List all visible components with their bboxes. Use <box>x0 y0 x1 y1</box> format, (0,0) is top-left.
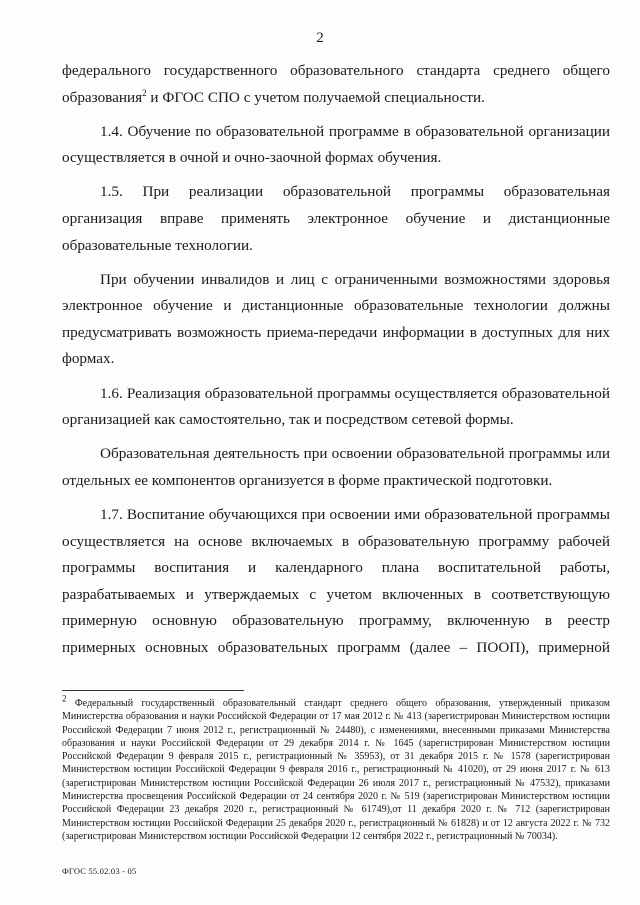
paragraph-1-4: 1.4. Обучение по образовательной программе в образовательной организации осуществляется в очной и очно-заочной формах обучения. <box>62 122 610 167</box>
paragraph-continuation <box>62 58 610 111</box>
paragraph-text: федерального государственного образовательного стандарта среднего общего образования <box>62 62 610 106</box>
body-text <box>62 58 610 669</box>
footnote <box>62 693 610 843</box>
footnote-marker: 2 <box>62 693 67 704</box>
paragraph-text: и ФГОС СПО с учетом получаемой специальности. <box>146 88 485 106</box>
paragraph-1-6: 1.6. Реализация образовательной программы осуществляется образовательной организацией как самостоятельно, так и посредством сетевой формы. <box>62 384 610 429</box>
paragraph-practical-training: Образовательная деятельность при освоении образовательной программы или отдельных ее компонентов организуется в форме практической подготовки. <box>62 445 610 489</box>
paragraph-1-5: 1.5. При реализации образовательной программы образовательная организация вправе применять электронное обучение и дистанционные образовательные технологии. <box>62 183 610 254</box>
footer-document-code: ФГОС 55.02.03 - 05 <box>62 866 137 876</box>
footnote-text: Федеральный государственный образовательный стандарт среднего общего образования, утвержденный приказом Министерства образования и науки Российской Федерации от 17 мая 2012 г. № 413 (зарегистрирован Министерством юстиции Российской Федерации 7 июня 2012 г., регистрационный № 24480), с изменениями, внесенными приказами Министерства образования и науки Российской Федерации от 29 декабря 2014 г. № 1645 (зарегистрирован Министерством юстиции Российской Федерации 9 февраля 2015 г., регистрационный № 35953), от 31 декабря 2015 г. № 1578 (зарегистрирован Министерством юстиции Российской Федерации 9 февраля 2016 г., регистрационный № 41020), от 29 июня 2017 г. № 613 (зарегистрирован Министерством юстиции Российской Федерации 26 июля 2017 г., регистрационный № 47532), приказами Министерства просвещения Российской Федерации от 24 сентября 2020 г. № 519 (зарегистрирован Министерством юстиции Российской Федерации 23 декабря 2020 г., регистрационный № 61749),от 11 декабря 2020 г. № 712 (зарегистрирован Министерством юстиции Российской Федерации 25 декабря 2020 г., регистрационный № 61828) и от 12 августа 2022 г. № 732 (зарегистрирован Министерством юстиции Российской Федерации 12 сентября 2022 г., регистрационный № 70034). <box>62 698 610 842</box>
paragraph-disabled-persons: При обучении инвалидов и лиц с ограниченными возможностями здоровья электронное обучение и дистанционные образовательные технологии должны предусматривать возможность приема-передачи информации в доступных для них формах. <box>62 270 610 368</box>
paragraph-1-7: 1.7. Воспитание обучающихся при освоении ими образовательной программы осуществляется на основе включаемых в образовательную программу рабочей программы воспитания и календарного плана воспитательной работы, разрабатываемых и утверждаемых с учетом включенных в соответствующую примерную основную образовательную программу, включенную в реестр примерных основных образовательных программ (далее – ПООП), примерной <box>62 505 610 656</box>
footnote-separator <box>62 690 244 691</box>
footnote-reference[interactable]: 2 <box>142 87 147 98</box>
page-number: 2 <box>316 30 324 46</box>
